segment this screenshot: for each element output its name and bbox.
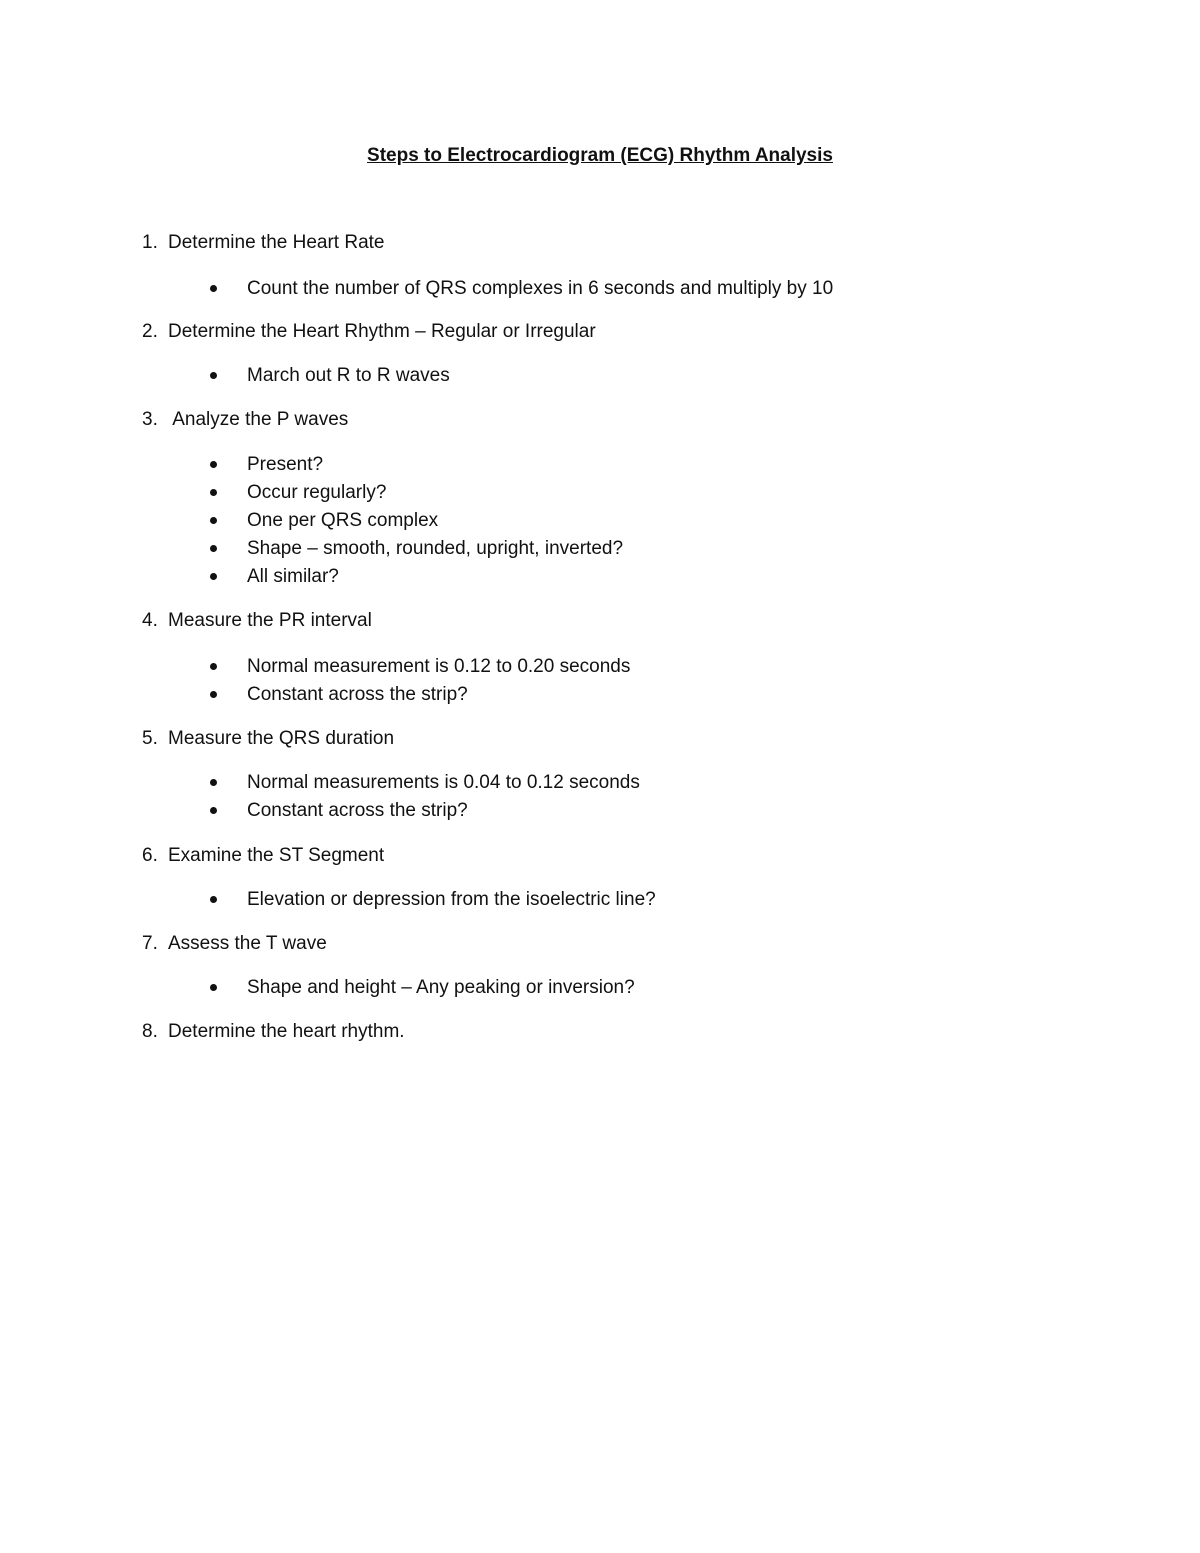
bullet-icon (210, 807, 217, 814)
bullet-icon (210, 517, 217, 524)
step-number: 8. (142, 1021, 158, 1042)
bullet-text: Present? (247, 454, 324, 475)
step-number: 6. (142, 845, 158, 866)
step-number: 3. (142, 409, 158, 430)
bullet-text: Elevation or depression from the isoelectric line? (247, 889, 656, 910)
bullet-text: All similar? (247, 566, 339, 587)
bullet-text: March out R to R waves (247, 365, 450, 386)
step-text: Assess the T wave (168, 933, 327, 954)
bullet-text: Constant across the strip? (247, 684, 468, 705)
step-number: 5. (142, 728, 158, 749)
step-text: Examine the ST Segment (168, 845, 385, 866)
step-text: Determine the Heart Rhythm – Regular or Irregular (168, 321, 596, 342)
step-item (142, 1020, 405, 1044)
step-number: 2. (142, 321, 158, 342)
bullet-icon (210, 896, 217, 903)
step-item (142, 609, 372, 633)
bullet-text: Constant across the strip? (247, 800, 468, 821)
bullet-icon (210, 691, 217, 698)
step-item (142, 727, 394, 751)
step-item (142, 231, 385, 255)
bullet-icon (210, 663, 217, 670)
step-text: Measure the PR interval (168, 610, 372, 631)
bullet-icon (210, 461, 217, 468)
step-item (142, 932, 327, 956)
step-item (142, 320, 596, 344)
step-item (142, 408, 348, 432)
bullet-icon (210, 984, 217, 991)
bullet-text: Normal measurements is 0.04 to 0.12 seconds (247, 772, 640, 793)
step-text: Measure the QRS duration (168, 728, 395, 749)
bullet-icon (210, 573, 217, 580)
bullet-text: Occur regularly? (247, 482, 387, 503)
bullet-text: Normal measurement is 0.12 to 0.20 seconds (247, 656, 631, 677)
bullet-text: One per QRS complex (247, 510, 439, 531)
step-text: Determine the heart rhythm. (168, 1021, 405, 1042)
bullet-icon (210, 545, 217, 552)
bullet-icon (210, 489, 217, 496)
step-number: 7. (142, 933, 158, 954)
bullet-icon (210, 285, 217, 292)
step-number: 1. (142, 232, 158, 253)
bullet-icon (210, 779, 217, 786)
page-title: Steps to Electrocardiogram (ECG) Rhythm Analysis (367, 145, 833, 166)
step-item (142, 844, 384, 868)
step-number: 4. (142, 610, 158, 631)
bullet-text: Count the number of QRS complexes in 6 seconds and multiply by 10 (247, 278, 834, 299)
bullet-text: Shape and height – Any peaking or inversion? (247, 977, 635, 998)
step-text: Determine the Heart Rate (168, 232, 385, 253)
bullet-text: Shape – smooth, rounded, upright, inverted? (247, 538, 624, 559)
step-text: Analyze the P waves (168, 409, 349, 430)
bullet-icon (210, 372, 217, 379)
